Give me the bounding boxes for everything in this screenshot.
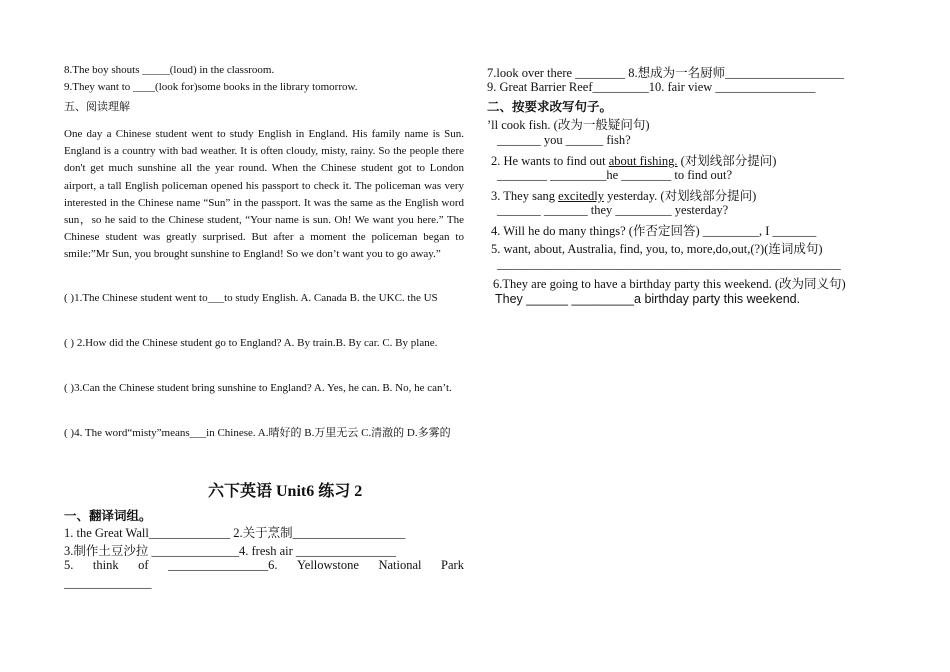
phrase-word: ________________6. <box>168 558 278 572</box>
phrase-line-1: 1. the Great Wall_____________ 2.关于烹制__________________ <box>64 526 406 540</box>
sentence-6: 6.They are going to have a birthday party this weekend. (改为同义句) <box>493 277 846 291</box>
reading-question-2: ( ) 2.How did the Chinese student go to England? A. By train.B. By car. C. By plane. <box>64 337 438 349</box>
sentence-6-answer: They ______ _________a birthday party this weekend. <box>495 292 801 306</box>
sentence-text: 3. They sang <box>491 189 559 203</box>
underlined-phrase: excitedly <box>558 189 604 203</box>
phrase-line-2: 3.制作土豆沙拉 ______________4. fresh air ________________ <box>64 544 396 558</box>
question-8: 8.The boy shouts _____(loud) in the classroom. <box>64 64 275 76</box>
phrase-word: Park <box>441 558 464 572</box>
sentence-3 <box>491 186 756 204</box>
phrase-line-5: 9. Great Barrier Reef_________10. fair view ________________ <box>487 80 816 94</box>
reading-question-3: ( )3.Can the Chinese student bring sunshine to England? A. Yes, he can. B. No, he can’t. <box>64 382 452 394</box>
phrase-word: of <box>138 558 149 572</box>
sentence-text: 2. He wants to find out <box>491 154 609 168</box>
phrase-line-4: 7.look over there ________ 8.想成为一名厨师___________________ <box>487 66 844 80</box>
unit-title: 六下英语 Unit6 练习 2 <box>208 483 363 500</box>
section-reading-heading: 五、阅读理解 <box>64 101 130 113</box>
phrase-word: 5. <box>64 558 74 572</box>
phrase-word: think <box>92 558 119 572</box>
underlined-phrase: about fishing. <box>608 154 678 168</box>
reading-passage: One day a Chinese student went to study English in England. His family name is Sun. England is a country with bad weather. It is often cloudy, misty, rainy. So the people there don't get much sunshine all the year round. When the Chinese student got to London airport, a tall English policeman opened his passport to check it. The policeman was very interested in the Chinese name “Sun” in the passport. It was the same as the English word sun，so he said to the Chinese student, “Your name is sun. Oh! We want you here.” The Chinese student was greatly surprised. But after a moment the policeman began to smile:”Mr Sun, you brought sunshine to England! So we don’t want you to go away.” <box>64 128 464 261</box>
sentence-1-answer: _______ you ______ fish? <box>497 133 631 147</box>
phrase-word: National <box>378 558 422 572</box>
sentence-2 <box>491 151 776 169</box>
sentence-4: 4. Will he do many things? (作否定回答) _________, I _______ <box>491 224 817 238</box>
phrase-line-3 <box>64 558 464 573</box>
section-rewrite-heading: 二、按要求改写句子。 <box>487 100 613 114</box>
phrase-line-3-tail: ______________ <box>64 576 152 590</box>
sentence-3-answer: _______ _______ they _________ yesterday? <box>497 203 729 217</box>
phrase-word: Yellowstone <box>297 558 359 572</box>
question-9: 9.They want to ____(look for)some books in the library tomorrow. <box>64 81 358 93</box>
sentence-5-answer: _______________________________________________________ <box>497 257 841 271</box>
sentence-instruction: yesterday. (对划线部分提问) <box>603 189 757 203</box>
sentence-2-answer: ________ _________he ________ to find out? <box>497 168 733 182</box>
sentence-instruction: (对划线部分提问) <box>677 154 777 168</box>
sentence-5: 5. want, about, Australia, find, you, to, more,do,out,(?)(连词成句) <box>491 242 823 256</box>
sentence-1: ’ll cook fish. (改为一般疑问句) <box>487 118 650 132</box>
reading-question-1: ( )1.The Chinese student went to___to study English. A. Canada B. the UKC. the US <box>64 292 438 304</box>
reading-question-4: ( )4. The word“misty”means___in Chinese. A.晴好的 B.万里无云 C.清澈的 D.多雾的 <box>64 427 451 439</box>
section-translate-heading: 一、翻译词组。 <box>64 509 152 523</box>
